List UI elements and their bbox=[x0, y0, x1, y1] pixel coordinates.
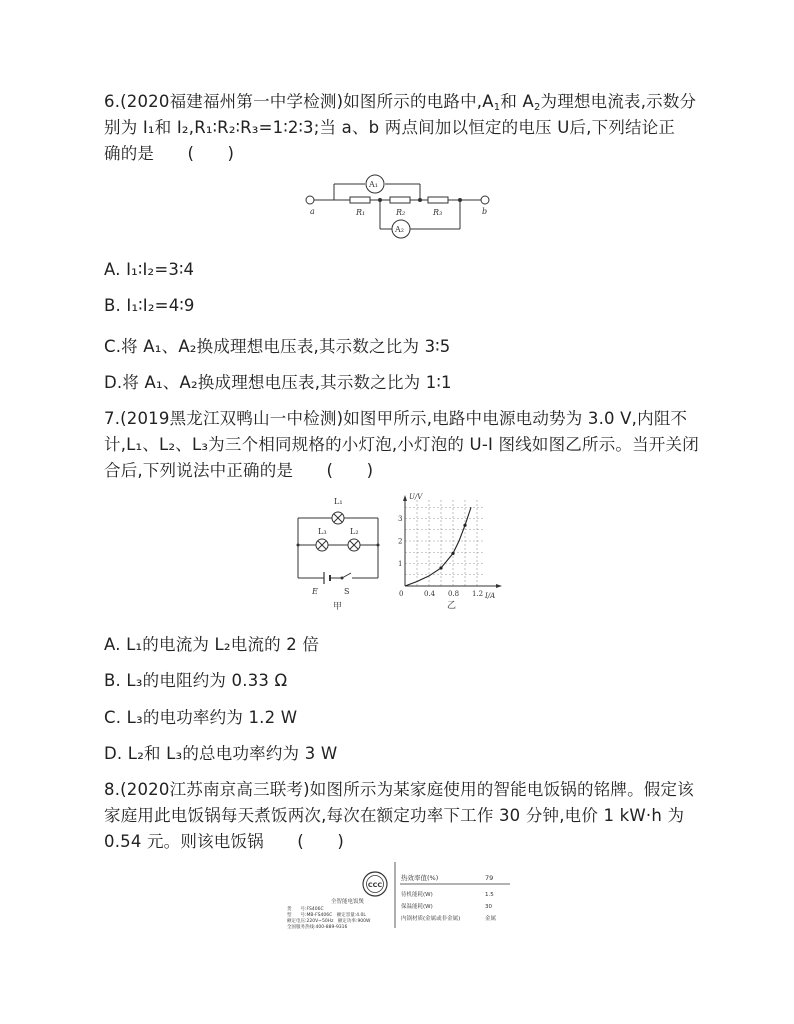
q7-origin-label: 0 bbox=[399, 590, 404, 598]
q6-circuit-figure bbox=[300, 170, 500, 240]
q7-y-axis-label: U/V bbox=[409, 493, 423, 501]
q8-nameplate bbox=[285, 860, 515, 930]
q8-plate-r0-value: 79 bbox=[485, 874, 494, 882]
q6-a1-label: A₁ bbox=[369, 180, 378, 189]
q7-option-c: C. L₃的电功率约为 1.2 W bbox=[104, 708, 298, 727]
q6-b-label: b bbox=[482, 207, 488, 216]
y-tick-label: 3 bbox=[398, 515, 403, 523]
q6-line1 bbox=[104, 88, 696, 113]
chart-point bbox=[439, 566, 442, 569]
q6-sub2: 2 bbox=[533, 102, 541, 113]
ccc-logo-icon bbox=[363, 872, 387, 896]
q6-r1-label: R₁ bbox=[356, 208, 366, 217]
q6-line2: 别为 I₁和 I₂,R₁∶R₂∶R₃=1∶2∶3;当 a、b 两点间加以恒定的电压 U后,下列结论正 bbox=[104, 118, 676, 137]
q6-line1-suffix: 为理想电流表,示数分 bbox=[540, 92, 697, 111]
q8-line2: 家庭用此电饭锅每天煮饭两次,每次在额定功率下工作 30 分钟,电价 1 kW·h 为 bbox=[104, 806, 685, 825]
q7-l2-label: L₂ bbox=[350, 527, 359, 536]
q8-plate-row2: 型 号:MB-FS406C 额定容量:4.0L bbox=[287, 913, 366, 918]
q7-line3: 合后,下列说法中正确的是 ( ) bbox=[104, 461, 374, 480]
q7-yi-caption: 乙 bbox=[447, 601, 457, 611]
q8-plate-r2-value: 30 bbox=[485, 904, 492, 910]
q8-plate-r2-label: 保温能耗(W) bbox=[401, 904, 433, 910]
q7-s-label: S bbox=[344, 587, 350, 596]
q6-r2-label: R₂ bbox=[396, 208, 406, 217]
q8-plate-r3-value: 金属 bbox=[485, 916, 497, 922]
q7-option-d: D. L₂和 L₃的总电功率约为 3 W bbox=[104, 744, 338, 763]
q8-plate-row1: 货 号:FS406C bbox=[287, 907, 324, 912]
y-tick-label: 2 bbox=[398, 537, 403, 546]
q7-l3-label: L₃ bbox=[318, 527, 327, 536]
q6-r3-label: R₃ bbox=[433, 208, 443, 217]
y-tick-label: 1 bbox=[398, 560, 403, 568]
ccc-logo-text: CCC bbox=[367, 881, 383, 889]
q6-option-a: A. I₁∶I₂=3∶4 bbox=[104, 260, 195, 279]
x-tick-label: 0.4 bbox=[424, 590, 436, 598]
q7-option-a: A. L₁的电流为 L₂电流的 2 倍 bbox=[104, 635, 320, 654]
q7-ui-chart-yi bbox=[395, 488, 505, 613]
chart-point bbox=[463, 524, 466, 527]
q7-e-label: E bbox=[312, 587, 318, 596]
q6-line1-prefix: 6.(2020福建福州第一中学检测)如图所示的电路中,A bbox=[104, 92, 494, 111]
q8-line3: 0.54 元。则该电饭锅 ( ) bbox=[104, 832, 344, 851]
q6-option-b: B. I₁∶I₂=4∶9 bbox=[104, 296, 195, 315]
q8-plate-row4: 全国服务热线:400-889-9316 bbox=[287, 925, 348, 930]
q6-line3: 确的是 ( ) bbox=[104, 144, 235, 163]
q7-option-b: B. L₃的电阻约为 0.33 Ω bbox=[104, 671, 288, 690]
q6-a-label: a bbox=[310, 207, 315, 216]
q7-ui-curve bbox=[405, 507, 471, 586]
q7-line2: 计,L₁、L₂、L₃为三个相同规格的小灯泡,小灯泡的 U-I 图线如图乙所示。当开关闭 bbox=[104, 435, 699, 454]
q8-plate-r3-label: 内锅材质(金属或非金属) bbox=[401, 916, 461, 922]
x-tick-label: 0.8 bbox=[448, 590, 460, 598]
q6-a2-label: A₂ bbox=[395, 225, 404, 234]
q7-x-axis-label: I/A bbox=[485, 592, 496, 600]
q8-plate-r0-label: 热效率值(%) bbox=[401, 874, 439, 882]
q6-line1-mid: 和 A bbox=[500, 92, 534, 111]
q8-plate-name: 全智能电饭煲 bbox=[331, 899, 365, 905]
q6-option-d: D.将 A₁、A₂换成理想电压表,其示数之比为 1∶1 bbox=[104, 373, 452, 392]
q6-option-c: C.将 A₁、A₂换成理想电压表,其示数之比为 3∶5 bbox=[104, 337, 451, 356]
q8-plate-r1-label: 待机能耗(W) bbox=[401, 892, 433, 898]
q7-line1: 7.(2019黑龙江双鸭山一中检测)如图甲所示,电路中电源电动势为 3.0 V,内阻不 bbox=[104, 409, 688, 428]
q8-plate-r1-value: 1.5 bbox=[485, 892, 494, 898]
q8-line1: 8.(2020江苏南京高三联考)如图所示为某家庭使用的智能电饭锅的铭牌。假定该 bbox=[104, 780, 694, 799]
q7-l1-label: L₁ bbox=[334, 497, 343, 506]
q8-plate-row3: 额定电压:220V~50Hz 额定功率:900W bbox=[287, 919, 371, 924]
chart-point bbox=[451, 552, 454, 555]
x-tick-label: 1.2 bbox=[472, 590, 484, 598]
q7-jia-caption: 甲 bbox=[333, 602, 343, 612]
q7-circuit-jia bbox=[290, 490, 390, 615]
q6-sub1: 1 bbox=[493, 102, 501, 113]
